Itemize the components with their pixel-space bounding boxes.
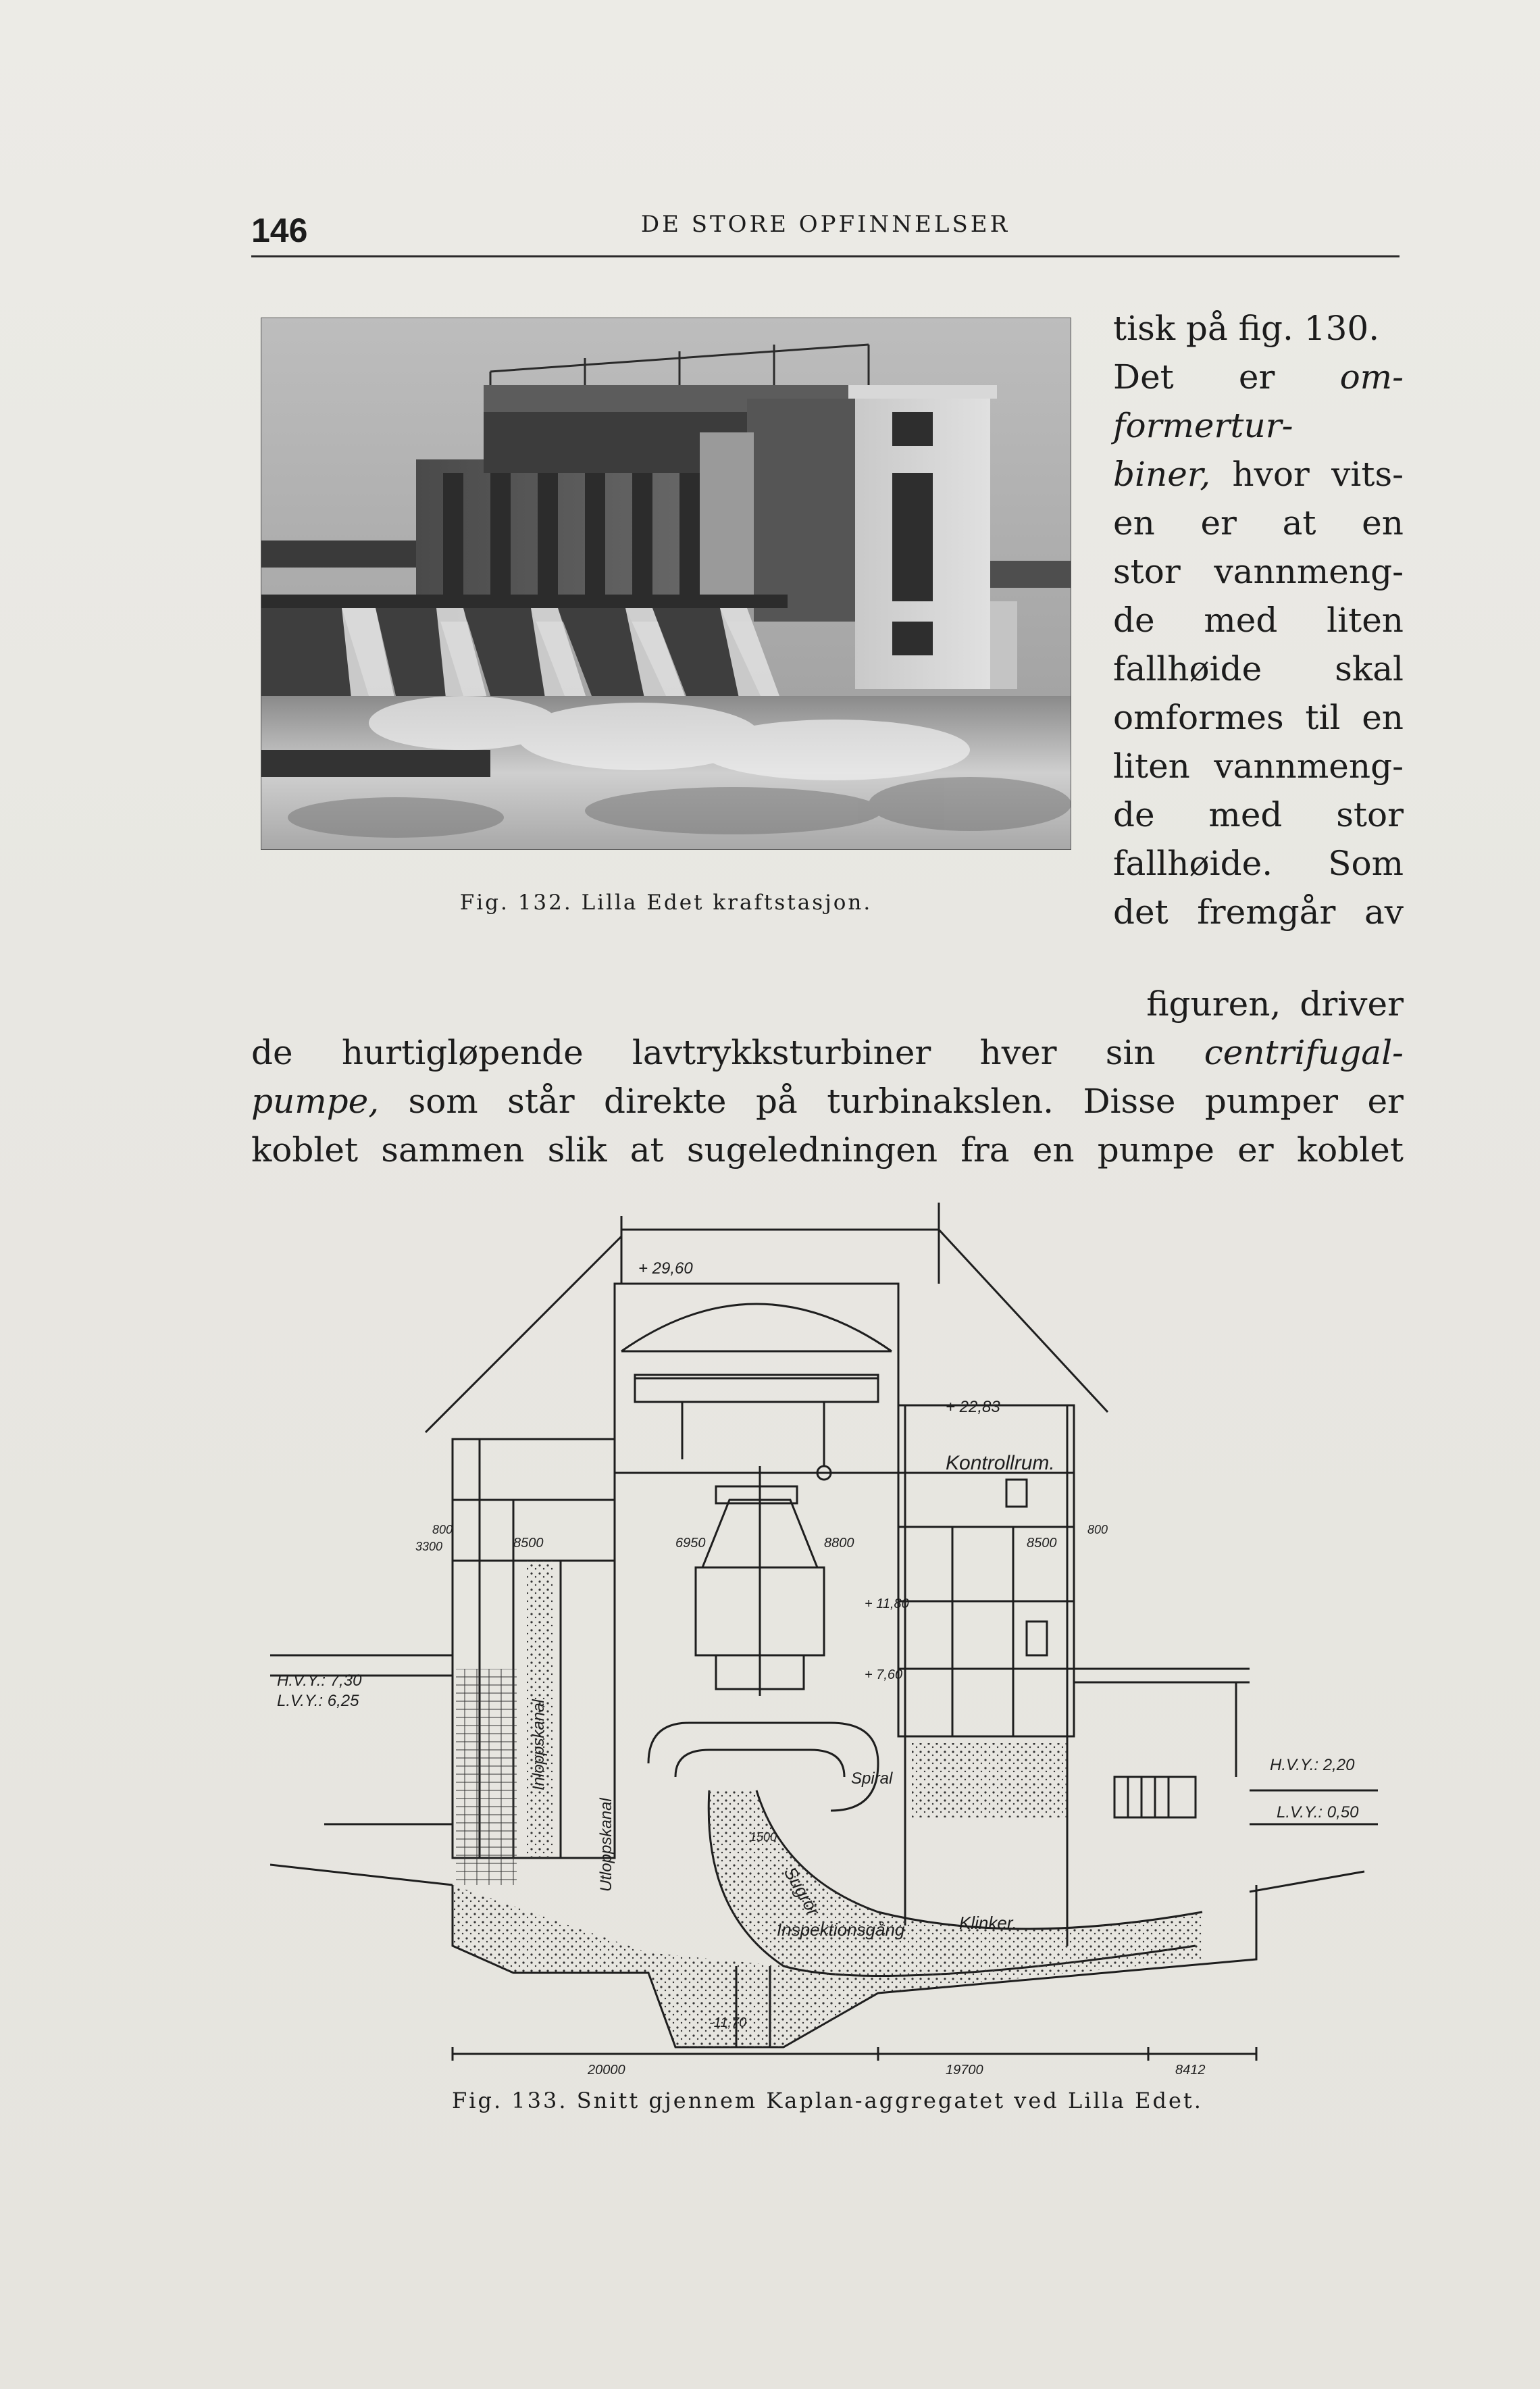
dim-3300-label: 3300	[415, 1540, 443, 1553]
word: hver	[979, 1033, 1057, 1072]
lvy-right-label: L.V.Y.: 0,50	[1277, 1803, 1359, 1821]
side-line	[1113, 547, 1404, 596]
word: formertur-	[1113, 406, 1293, 445]
word: sammen	[381, 1130, 525, 1170]
side-text-column	[1113, 304, 1404, 936]
word: Som	[1328, 844, 1404, 883]
word: med	[1204, 601, 1278, 640]
full-line	[251, 1126, 1404, 1174]
word: Disse	[1083, 1082, 1176, 1121]
dim-8412-label: 8412	[1175, 2063, 1206, 2078]
side-line	[1113, 450, 1404, 499]
running-head: DE STORE OPFINNELSER	[640, 211, 1010, 238]
elev-floor-label: + 7,60	[865, 1667, 903, 1682]
hvy-left-label: H.V.Y.: 7,30	[277, 1671, 362, 1690]
dim-19700-label: 19700	[946, 2063, 983, 2078]
word: omformes	[1113, 698, 1284, 737]
word: koblet	[1296, 1130, 1404, 1170]
dim-800a-label: 800	[432, 1523, 453, 1536]
side-line	[1113, 499, 1404, 547]
dim-8500b-label: 8500	[1027, 1536, 1057, 1551]
full-line	[251, 1028, 1404, 1077]
figure-133-caption: Fig. 133. Snitt gjennem Kaplan-aggregatet ved Lilla Edet.	[452, 2088, 1203, 2113]
word: vits-	[1331, 455, 1404, 494]
sugror-label: Sugrör	[779, 1863, 824, 1919]
dim-800b-label: 800	[1087, 1523, 1108, 1536]
word: sugeledningen	[686, 1130, 938, 1170]
elev-bottom-label: -11,70	[709, 2015, 747, 2030]
word: driver	[1300, 984, 1404, 1024]
word: direkte	[604, 1082, 727, 1121]
word: turbinakslen.	[827, 1082, 1054, 1121]
dim-8500-label: 8500	[513, 1536, 544, 1551]
word: en	[1362, 503, 1404, 543]
word: pumper	[1204, 1082, 1339, 1121]
side-line	[1113, 888, 1404, 936]
word: de	[251, 1033, 293, 1072]
header-rule	[251, 255, 1400, 257]
full-line	[251, 980, 1404, 1028]
word: at	[630, 1130, 664, 1170]
side-line	[1113, 790, 1404, 839]
word: centrifugal-	[1204, 1033, 1404, 1072]
word: fallhøide	[1113, 649, 1262, 688]
side-line	[1113, 693, 1404, 742]
lvy-left-label: L.V.Y.: 6,25	[277, 1692, 359, 1710]
side-line	[1113, 304, 1404, 353]
word: det	[1113, 892, 1169, 932]
word: som	[408, 1082, 478, 1121]
full-width-text	[251, 980, 1404, 1174]
side-line	[1113, 645, 1404, 693]
word: er	[1367, 1082, 1404, 1121]
word: at	[1282, 503, 1316, 543]
word: liten	[1327, 601, 1404, 640]
word: fallhøide.	[1113, 844, 1273, 883]
word: sin	[1105, 1033, 1156, 1072]
page-number: 146	[251, 211, 308, 249]
word: koblet	[251, 1130, 359, 1170]
word: tisk på fig. 130.	[1113, 309, 1380, 348]
word: vannmeng-	[1214, 747, 1404, 786]
word: stor	[1113, 552, 1181, 591]
word: på	[755, 1082, 798, 1121]
word: av	[1364, 892, 1404, 932]
side-line	[1113, 742, 1404, 790]
vertical-label-1: Inloppskanal	[530, 1699, 548, 1790]
elev-top-label: + 29,60	[638, 1259, 693, 1278]
figure-133-diagram	[270, 1182, 1391, 2081]
word: pumpe	[1097, 1130, 1214, 1170]
dim-8800-label: 8800	[824, 1536, 854, 1551]
dim-20000-label: 20000	[588, 2063, 625, 2078]
spiral-label: Spiral	[851, 1769, 893, 1788]
word: pumpe,	[251, 1082, 380, 1121]
word: hurtigløpende	[341, 1033, 584, 1072]
word: er	[1200, 503, 1237, 543]
elev-mid-label: + 11,80	[865, 1596, 909, 1611]
word: de	[1113, 601, 1155, 640]
word: med	[1208, 795, 1283, 834]
word: fra	[960, 1130, 1010, 1170]
word: lavtrykksturbiner	[632, 1033, 931, 1072]
inspeksjon-label: Inspektionsgång	[777, 1919, 905, 1940]
kontrollrum-label: Kontrollrum.	[946, 1452, 1055, 1474]
side-line	[1113, 839, 1404, 888]
word: skal	[1335, 649, 1404, 688]
side-line	[1113, 353, 1404, 401]
word: om-	[1339, 357, 1404, 397]
vertical-label-2: Utloppskanal	[597, 1798, 615, 1892]
klinker-label: Klinker.	[959, 1913, 1017, 1933]
word: liten	[1113, 747, 1190, 786]
word: står	[507, 1082, 575, 1121]
word: de	[1113, 795, 1155, 834]
word: Det	[1113, 357, 1174, 397]
full-line	[251, 1077, 1404, 1126]
word: biner,	[1113, 455, 1211, 494]
side-line	[1113, 401, 1404, 450]
word: til	[1305, 698, 1341, 737]
word: en	[1362, 698, 1404, 737]
word: figuren,	[1146, 984, 1281, 1024]
figure-132-caption: Fig. 132. Lilla Edet kraftstasjon.	[459, 890, 873, 915]
side-line	[1113, 596, 1404, 645]
elev-roof-label: + 22,83	[946, 1398, 1000, 1416]
word: hvor	[1232, 455, 1310, 494]
kaplan-cross-section-svg	[270, 1182, 1391, 2081]
word: stor	[1336, 795, 1404, 834]
word: vannmeng-	[1214, 552, 1404, 591]
hvy-right-label: H.V.Y.: 2,20	[1270, 1756, 1355, 1774]
dim-1500-label: 1500	[750, 1830, 777, 1844]
word: en	[1032, 1130, 1075, 1170]
power-station-photo-image	[261, 318, 1071, 850]
word: fremgår	[1197, 892, 1336, 932]
dim-6950-label: 6950	[675, 1536, 706, 1551]
word: en	[1113, 503, 1155, 543]
word: er	[1238, 357, 1275, 397]
page-header	[251, 203, 1400, 257]
word: er	[1237, 1130, 1274, 1170]
word: slik	[547, 1130, 607, 1170]
figure-132-photo	[261, 318, 1071, 850]
